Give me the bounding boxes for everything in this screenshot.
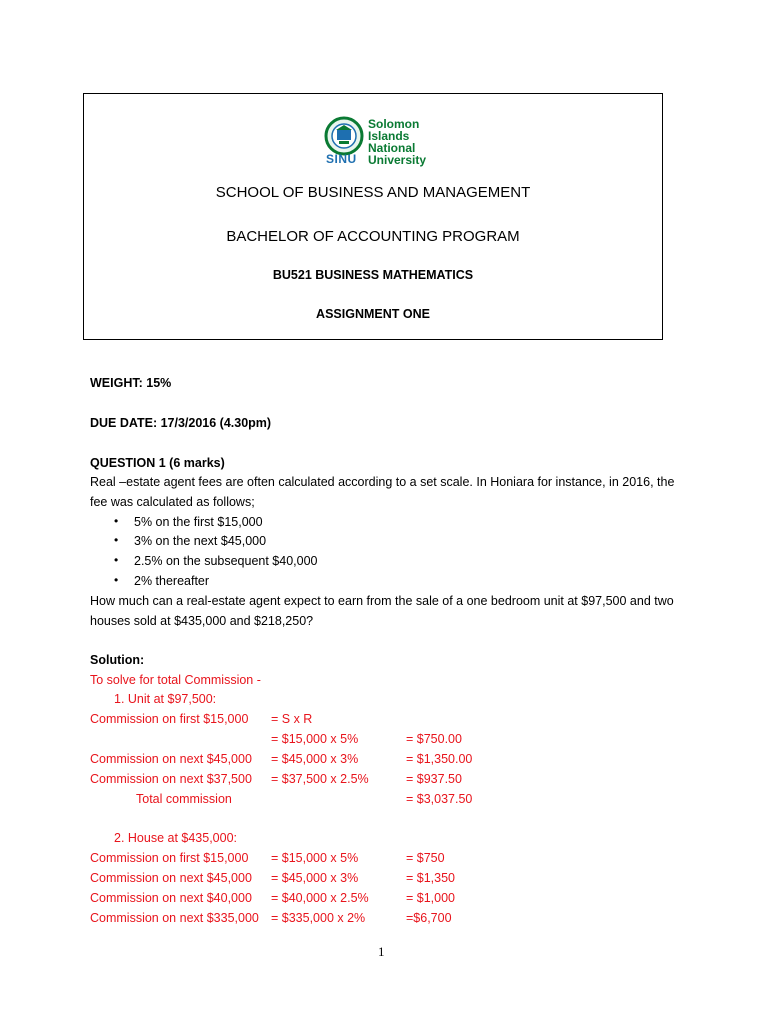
logo-name-line-4: University xyxy=(368,153,427,167)
weight-line: WEIGHT: 15% xyxy=(90,376,172,390)
part2-row1-result: = $750 xyxy=(406,851,445,865)
fee-bullet-1: 5% on the first $15,000 xyxy=(134,515,263,529)
part2-row4-calc: = $335,000 x 2% xyxy=(271,911,366,925)
part2-row2-label: Commission on next $45,000 xyxy=(90,871,252,885)
title-box xyxy=(83,93,663,340)
part1-row1-calc: = S x R xyxy=(271,712,313,726)
fee-bullet-2: 3% on the next $45,000 xyxy=(134,534,267,548)
part2-row4-label: Commission on next $335,000 xyxy=(90,911,259,925)
part1-row4-label: Commission on next $37,500 xyxy=(90,772,252,786)
logo-name-line-3: National xyxy=(368,141,416,155)
part2-row1-calc: = $15,000 x 5% xyxy=(271,851,359,865)
question-ask-line-1: How much can a real-estate agent expect to earn from the sale of a one bedroom unit at $97,500 and two xyxy=(90,594,674,608)
fee-bullet-3: 2.5% on the subsequent $40,000 xyxy=(134,554,318,568)
part1-row3-label: Commission on next $45,000 xyxy=(90,752,252,766)
part1-row4-result: = $937.50 xyxy=(406,772,462,786)
part2-row1-label: Commission on first $15,000 xyxy=(90,851,249,865)
part1-total-value: = $3,037.50 xyxy=(406,792,473,806)
bullet-icon: • xyxy=(114,514,119,528)
question-intro-line-2: fee was calculated as follows; xyxy=(90,495,255,509)
solution-heading: Solution: xyxy=(90,653,145,667)
school-heading: SCHOOL OF BUSINESS AND MANAGEMENT xyxy=(215,184,531,201)
part2-row2-result: = $1,350 xyxy=(406,871,456,885)
part1-row2-result: = $750.00 xyxy=(406,732,462,746)
part1-row1-label: Commission on first $15,000 xyxy=(90,712,249,726)
question-intro-line-1: Real –estate agent fees are often calculated according to a set scale. In Honiara for instance, in 2016, the xyxy=(90,475,675,489)
part2-row2-calc: = $45,000 x 3% xyxy=(271,871,359,885)
part2-row4-result: =$6,700 xyxy=(406,911,452,925)
bullet-icon: • xyxy=(114,533,119,547)
part2-row3-calc: = $40,000 x 2.5% xyxy=(271,891,369,905)
question-title: QUESTION 1 (6 marks) xyxy=(90,456,225,470)
logo-name-line-2: Islands xyxy=(368,129,410,143)
course-heading: BU521 BUSINESS MATHEMATICS xyxy=(272,268,474,282)
logo-name-line-1: Solomon xyxy=(368,117,420,131)
part2-row3-label: Commission on next $40,000 xyxy=(90,891,252,905)
part2-title: 2. House at $435,000: xyxy=(114,831,238,845)
part1-row3-result: = $1,350.00 xyxy=(406,752,473,766)
part1-total-label: Total commission xyxy=(136,792,232,806)
program-heading: BACHELOR OF ACCOUNTING PROGRAM xyxy=(226,228,520,245)
bullet-icon: • xyxy=(114,553,119,567)
university-emblem-icon xyxy=(324,116,364,156)
fee-bullet-4: 2% thereafter xyxy=(134,574,210,588)
part1-row2-calc: = $15,000 x 5% xyxy=(271,732,359,746)
solution-intro: To solve for total Commission - xyxy=(90,673,261,687)
page-number: 1 xyxy=(378,944,385,959)
logo-abbreviation: SINU xyxy=(326,152,357,166)
bullet-icon: • xyxy=(114,573,119,587)
assignment-heading: ASSIGNMENT ONE xyxy=(316,307,430,321)
due-date-line: DUE DATE: 17/3/2016 (4.30pm) xyxy=(90,416,272,430)
part1-row3-calc: = $45,000 x 3% xyxy=(271,752,359,766)
university-logo xyxy=(324,116,427,168)
part1-title: 1. Unit at $97,500: xyxy=(114,692,217,706)
part2-row3-result: = $1,000 xyxy=(406,891,456,905)
question-ask-line-2: houses sold at $435,000 and $218,250? xyxy=(90,614,314,628)
part1-row4-calc: = $37,500 x 2.5% xyxy=(271,772,369,786)
